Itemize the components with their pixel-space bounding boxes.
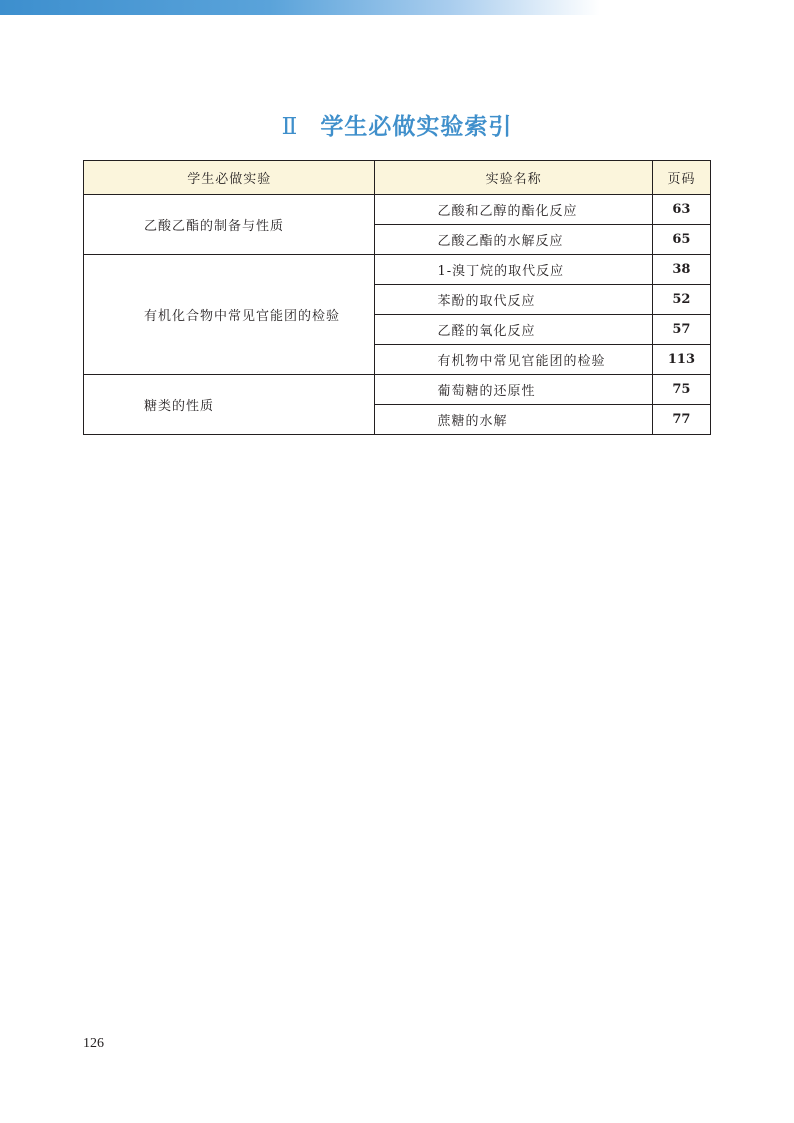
- page-ref: 75: [652, 375, 710, 405]
- header-color-bar: [0, 0, 600, 15]
- experiment-name: 乙醛的氧化反应: [375, 315, 652, 345]
- experiment-name: 乙酸和乙醇的酯化反应: [375, 195, 652, 225]
- experiment-name: 有机物中常见官能团的检验: [375, 345, 652, 375]
- page-ref: 52: [652, 285, 710, 315]
- table-row: [84, 255, 711, 285]
- page-ref: 113: [652, 345, 710, 375]
- page-ref: 63: [652, 195, 710, 225]
- header-experiment-name: 实验名称: [375, 161, 652, 195]
- experiment-name: 蔗糖的水解: [375, 405, 652, 435]
- page-title: [0, 108, 794, 141]
- group-label: 有机化合物中常见官能团的检验: [84, 255, 375, 375]
- header-experiment: 学生必做实验: [84, 161, 375, 195]
- experiment-index-table: [83, 160, 711, 435]
- experiment-name: 葡萄糖的还原性: [375, 375, 652, 405]
- experiment-name: 乙酸乙酯的水解反应: [375, 225, 652, 255]
- section-numeral: Ⅱ: [281, 114, 299, 140]
- table-header-row: [84, 161, 711, 195]
- page-ref: 65: [652, 225, 710, 255]
- page-number: 126: [83, 1036, 104, 1051]
- page-ref: 57: [652, 315, 710, 345]
- experiment-name: 1-溴丁烷的取代反应: [375, 255, 652, 285]
- table-row: [84, 375, 711, 405]
- experiment-name: 苯酚的取代反应: [375, 285, 652, 315]
- group-label: 糖类的性质: [84, 375, 375, 435]
- group-label: 乙酸乙酯的制备与性质: [84, 195, 375, 255]
- page-ref: 77: [652, 405, 710, 435]
- page-ref: 38: [652, 255, 710, 285]
- table-row: [84, 195, 711, 225]
- header-page: 页码: [652, 161, 710, 195]
- section-title-text: 学生必做实验索引: [320, 114, 513, 140]
